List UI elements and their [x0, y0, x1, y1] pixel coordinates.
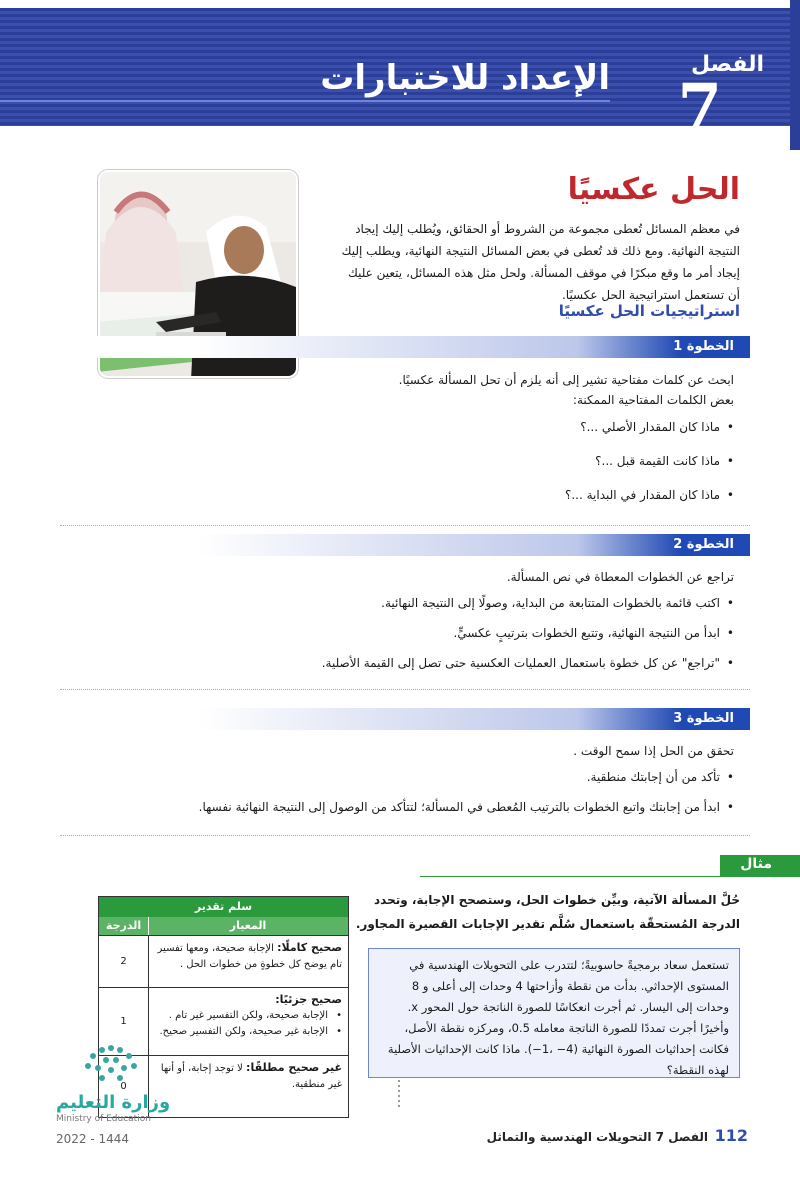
page-title: الإعداد للاختبارات [320, 58, 610, 98]
step-3-box [60, 708, 750, 836]
criterion-text: الإجابة صحيحة، ومعها تفسير تام يوضح كل خطوةٍ من خطوات الحل . [157, 943, 342, 970]
grade-cell: 2 [99, 936, 149, 987]
step-line: تحقق من الحل إذا سمح الوقت . [573, 744, 734, 758]
banner-edge [790, 0, 800, 150]
grade-cell: 1 [99, 988, 149, 1055]
ministry-logo-icon [56, 1040, 166, 1100]
criterion-bullet: • الإجابة غير صحيحة، ولكن التفسير صحيح. [154, 1024, 342, 1040]
criterion-title: صحيح كاملًا: [277, 941, 342, 954]
problem-text: تستعمل سعاد برمجيةً حاسوبيةً؛ لتتدرب على التحويلات الهندسية في المستوى الإحداثي. بدأت من نقطة وأزاحتها 4 وحدات إلى أعلى و 8 وحدات إلى اليسار. ثم أجرت انعكاسًا للصورة الناتجة حول المحور x. وأخيرًا أجرت تمددًا للصورة الناتجة معامله 0.5، ومركزه نقطة الأصل، فكانت إحداثيات الصورة النهائية (4− ،1−). ماذا كانت الإحداثيات الأصلية لهذه النقطة؟ [387, 958, 729, 1077]
footer-chapter: الفصل 7 التحويلات الهندسية والتماثل [486, 1130, 708, 1144]
step-body [84, 566, 734, 678]
section-title: الحل عكسيًا [567, 172, 740, 207]
example-label: مثال [740, 856, 772, 872]
step-label: الخطوة 2 [673, 537, 734, 552]
grade-cell: 0 [99, 1056, 149, 1117]
keyword-item: • ماذا كان المقدار في البداية ...؟ [84, 478, 734, 512]
step-line: ابحث عن كلمات مفتاحية تشير إلى أنه يلزم أن تحل المسألة عكسيًا. [398, 373, 734, 387]
step-body [84, 370, 734, 512]
rubric-row [99, 935, 348, 987]
rubric-title: سلم تقدير [99, 897, 348, 917]
criterion-cell [148, 936, 348, 977]
step-item: • اكتب قائمة بالخطوات المتتابعة من البداية، وصولًا إلى النتيجة النهائية. [84, 588, 734, 618]
step-1-box [60, 336, 750, 526]
step-item: • ابدأ من إجابتك واتبع الخطوات بالترتيب المُعطى في المسألة؛ لتتأكد من الوصول إلى النتيجة النهائية نفسها. [84, 792, 734, 822]
ministry-name-arabic: وزارة التعليم [56, 1092, 171, 1113]
criterion-header: المعيار [229, 919, 267, 932]
example-intro: حُلَّ المسألة الآتية، وبيِّن خطوات الحل، وستصحح الإجابة، وتحدد الدرجة المُستحقّة باستعمال سُلَّم تقدير الإجابات القصيرة المجاور. [355, 893, 740, 931]
example-rule [420, 876, 720, 877]
criterion-bullet: • الإجابة صحيحة، ولكن التفسير غير تام . [154, 1008, 342, 1024]
dotted-divider [398, 1080, 400, 1110]
criterion-text: لا توجد إجابة، أو أنها غير منطقية. [160, 1063, 342, 1090]
step-2-box [60, 534, 750, 690]
problem-box [368, 948, 740, 1078]
step-item: • "تراجع" عن كل خطوة باستعمال العمليات العكسية حتى تصل إلى القيمة الأصلية. [84, 648, 734, 678]
ministry-name-english: Ministry of Education [56, 1114, 151, 1124]
step-body [84, 740, 734, 822]
step-label: الخطوة 3 [673, 711, 734, 726]
step-item: • تأكد من أن إجابتك منطقية. [84, 762, 734, 792]
keyword-item: • ماذا كانت القيمة قبل ...؟ [84, 444, 734, 478]
edition-year: 2022 - 1444 [56, 1132, 130, 1146]
strategies-heading: استراتيجيات الحل عكسيًا [558, 302, 740, 320]
step-header [60, 708, 750, 730]
intro-paragraph: في معظم المسائل تُعطى مجموعة من الشروط أو الحقائق، ويُطلب إليك إيجاد النتيجة النهائية. ومع ذلك قد تُعطى في بعض المسائل النتيجة النهائية، ويطلب إليك إيجاد أمر ما وقع مبكرًا في موقف المسألة. ولحل مثل هذه المسائل، يتعين عليك أن تستعمل استراتيجية الحل عكسيًا. [341, 222, 740, 302]
chapter-number: 7 [677, 70, 722, 145]
criterion-cell [148, 1056, 348, 1097]
chapter-label: الفصل [691, 52, 764, 77]
criterion-title: صحيح جزئيًا: [275, 993, 342, 1006]
page-number: 112 [714, 1126, 748, 1145]
step-line: بعض الكلمات المفتاحية الممكنة: [572, 393, 734, 407]
step-line: تراجع عن الخطوات المعطاة في نص المسألة. [506, 570, 734, 584]
step-label: الخطوة 1 [673, 339, 734, 354]
step-header [60, 534, 750, 556]
criterion-title: غير صحيح مطلقًا: [246, 1061, 342, 1074]
banner-divider [0, 100, 610, 102]
keyword-item: • ماذا كان المقدار الأصلي ...؟ [84, 410, 734, 444]
step-item: • ابدأ من النتيجة النهائية، وتتبع الخطوات بترتيبٍ عكسيٍّ. [84, 618, 734, 648]
grade-header: الدرجة [99, 917, 149, 935]
rubric-header-row [99, 917, 348, 935]
step-header [60, 336, 750, 358]
criterion-cell [148, 988, 348, 1044]
